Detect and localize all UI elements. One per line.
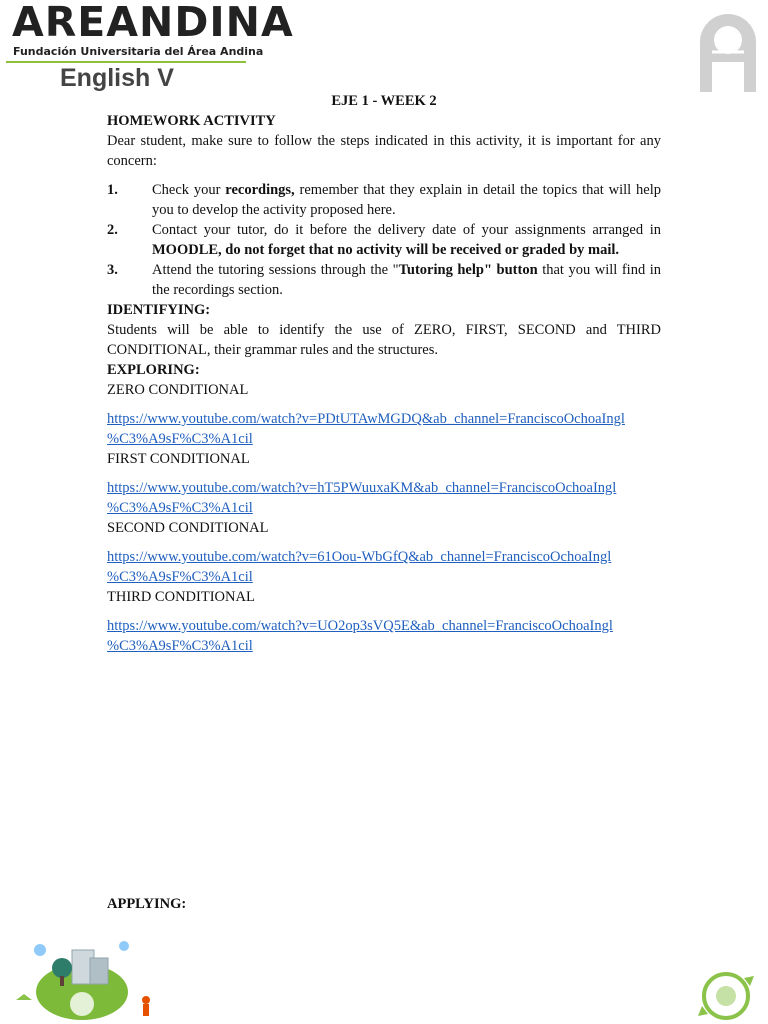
video-link-second-conditional[interactable]: https://www.youtube.com/watch?v=61Oou-WbGfQ&ab_channel=FranciscoOchoaIngl %C3%A9sF%C3%A1cil <box>107 549 612 585</box>
list-item <box>107 180 661 220</box>
step-text: Attend the tutoring sessions through the "Tutoring help" button that you will find in the recordings section. <box>152 262 662 298</box>
homework-heading: HOMEWORK ACTIVITY <box>107 113 276 129</box>
recycle-globe-icon <box>688 968 768 1024</box>
areandina-logo-icon <box>688 0 768 100</box>
step-number: 1. <box>107 182 118 198</box>
course-title: English V <box>60 64 174 92</box>
section-label: FIRST CONDITIONAL <box>107 451 250 467</box>
page-title: EJE 1 - WEEK 2 <box>331 93 437 109</box>
video-link-zero-conditional[interactable]: https://www.youtube.com/watch?v=PDtUTAwMGDQ&ab_channel=FranciscoOchoaIngl %C3%A9sF%C3%A1cil <box>107 411 625 447</box>
step-number: 3. <box>107 262 118 278</box>
exploring-heading: EXPLORING: <box>107 362 200 378</box>
logo-wordmark: AREANDINA <box>12 0 294 46</box>
steps-list <box>107 180 661 300</box>
logo-subtitle: Fundación Universitaria del Área Andina <box>13 45 264 58</box>
eco-city-illustration <box>6 928 166 1022</box>
step-number: 2. <box>107 222 118 238</box>
step-text: Contact your tutor, do it before the delivery date of your assignments arranged in MOODLE, do not forget that no activity will be received or graded by mail. <box>152 222 661 258</box>
list-item <box>107 220 661 260</box>
identifying-heading: IDENTIFYING: <box>107 302 211 318</box>
step-text: Check your recordings, remember that they explain in detail the topics that will help you to develop the activity proposed here. <box>152 182 662 218</box>
video-link-first-conditional[interactable]: https://www.youtube.com/watch?v=hT5PWuuxaKM&ab_channel=FranciscoOchoaIngl %C3%A9sF%C3%A1cil <box>107 480 617 516</box>
section-label: ZERO CONDITIONAL <box>107 382 249 398</box>
logo-divider <box>6 61 246 63</box>
video-link-third-conditional[interactable]: https://www.youtube.com/watch?v=UO2op3sVQ5E&ab_channel=FranciscoOchoaIngl %C3%A9sF%C3%A1cil <box>107 618 613 654</box>
document-body <box>107 91 661 656</box>
section-label: SECOND CONDITIONAL <box>107 520 269 536</box>
list-item <box>107 260 661 300</box>
section-label: THIRD CONDITIONAL <box>107 589 255 605</box>
intro-paragraph: Dear student, make sure to follow the steps indicated in this activity, it is important for any concern: <box>107 133 661 169</box>
applying-heading: APPLYING: <box>107 896 187 912</box>
identifying-paragraph: Students will be able to identify the use of ZERO, FIRST, SECOND and THIRD CONDITIONAL, their grammar rules and the structures. <box>107 322 661 358</box>
